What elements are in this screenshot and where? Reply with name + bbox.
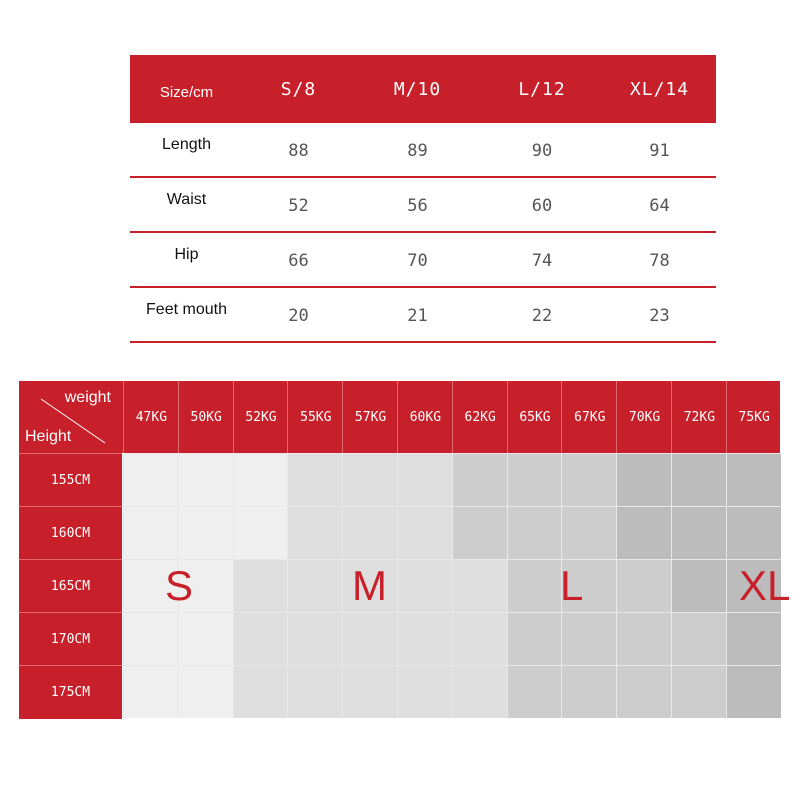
table-cell: 70 <box>407 250 428 271</box>
size-cell <box>671 665 726 718</box>
size-zone-label-l: L <box>560 562 584 609</box>
size-cell <box>397 559 452 612</box>
height-row-header: 170CM <box>19 612 122 666</box>
weight-column-header: 65KG <box>507 381 563 453</box>
weight-column-header: 57KG <box>342 381 398 453</box>
size-cell <box>342 453 397 506</box>
size-cell <box>233 665 288 718</box>
table-cell: 88 <box>288 140 309 161</box>
size-cell <box>123 612 178 665</box>
table-cell: 22 <box>531 305 553 326</box>
size-cell <box>287 612 342 665</box>
weight-column-header: 70KG <box>616 381 672 453</box>
row-label: Length <box>162 135 211 153</box>
size-cell <box>233 612 288 665</box>
size-cell <box>287 665 342 718</box>
table-cell: 64 <box>649 195 670 216</box>
size-cell <box>342 665 397 718</box>
table-cell: 90 <box>531 140 553 161</box>
row-label: Waist <box>166 190 207 208</box>
corner-weight-label: weight <box>64 389 111 406</box>
size-cell <box>671 559 726 612</box>
size-zone-label-s: S <box>165 562 194 609</box>
table-cell: 60 <box>531 195 553 216</box>
size-cell <box>178 612 233 665</box>
table-cell: 56 <box>407 195 428 216</box>
size-cell <box>726 665 781 718</box>
table-cell: 78 <box>649 250 670 271</box>
weight-height-chart <box>19 381 791 719</box>
height-row-header: 160CM <box>19 506 122 560</box>
size-cell <box>287 506 342 559</box>
table-row <box>130 233 716 288</box>
size-cell <box>507 506 562 559</box>
size-cell <box>397 453 452 506</box>
size-cell <box>561 665 616 718</box>
size-header-l: L/12 <box>518 78 566 100</box>
size-cell <box>233 506 288 559</box>
weight-column-header: 62KG <box>452 381 508 453</box>
table-cell: 89 <box>407 140 428 161</box>
size-cell <box>507 665 562 718</box>
size-cell <box>123 506 178 559</box>
size-table-header <box>130 55 716 123</box>
size-cell <box>452 506 507 559</box>
size-cell <box>452 665 507 718</box>
size-cell <box>452 453 507 506</box>
weight-column-header: 72KG <box>671 381 727 453</box>
size-cell <box>287 559 342 612</box>
size-cell <box>287 453 342 506</box>
size-cell <box>178 506 233 559</box>
weight-column-header: 50KG <box>178 381 234 453</box>
corner-header <box>19 381 123 453</box>
weight-column-header: 47KG <box>123 381 179 453</box>
weight-column-header: 75KG <box>726 381 782 453</box>
size-cell <box>561 612 616 665</box>
size-header-s: S/8 <box>280 78 317 100</box>
table-cell: 21 <box>407 305 428 326</box>
table-cell: 52 <box>288 195 309 216</box>
size-cell <box>123 453 178 506</box>
weight-column-header: 67KG <box>561 381 617 453</box>
size-cell <box>561 453 616 506</box>
size-cell <box>671 506 726 559</box>
row-label: Feet mouth <box>146 300 227 318</box>
size-cell <box>178 453 233 506</box>
table-cell: 74 <box>531 250 553 271</box>
size-cell <box>452 612 507 665</box>
size-cell <box>726 506 781 559</box>
size-cell <box>233 559 288 612</box>
height-row-header: 155CM <box>19 453 122 507</box>
table-cell: 91 <box>649 140 670 161</box>
size-cell <box>397 506 452 559</box>
size-cell <box>123 665 178 718</box>
table-row <box>130 178 716 233</box>
table-row <box>130 288 716 343</box>
table-row <box>130 123 716 178</box>
size-header-xl: XL/14 <box>629 78 690 100</box>
size-cell <box>507 612 562 665</box>
size-cell <box>507 453 562 506</box>
weight-column-header: 52KG <box>233 381 289 453</box>
weight-column-header: 60KG <box>397 381 453 453</box>
size-cell <box>342 612 397 665</box>
size-zone-label-xl: XL <box>739 562 791 609</box>
size-cell <box>452 559 507 612</box>
size-cell <box>397 665 452 718</box>
height-row-header: 175CM <box>19 665 122 719</box>
size-cell <box>616 612 671 665</box>
table-cell: 66 <box>288 250 309 271</box>
size-cell <box>671 453 726 506</box>
size-cell <box>561 506 616 559</box>
size-zone-label-m: M <box>352 562 387 609</box>
size-header-label: Size/cm <box>159 83 214 101</box>
size-cell <box>616 665 671 718</box>
weight-column-header: 55KG <box>287 381 343 453</box>
corner-height-label: Height <box>25 428 72 445</box>
size-cell <box>233 453 288 506</box>
table-cell: 23 <box>649 305 670 326</box>
size-table <box>130 55 716 343</box>
row-label: Hip <box>174 245 199 263</box>
size-cell <box>178 665 233 718</box>
table-cell: 20 <box>288 305 309 326</box>
size-cell <box>671 612 726 665</box>
size-cell <box>726 612 781 665</box>
size-cell <box>342 506 397 559</box>
size-cell <box>616 453 671 506</box>
size-cell <box>397 612 452 665</box>
height-row-header: 165CM <box>19 559 122 613</box>
size-header-m: M/10 <box>393 78 442 100</box>
size-cell <box>616 506 671 559</box>
size-cell <box>726 453 781 506</box>
size-cell <box>507 559 562 612</box>
size-cell <box>616 559 671 612</box>
